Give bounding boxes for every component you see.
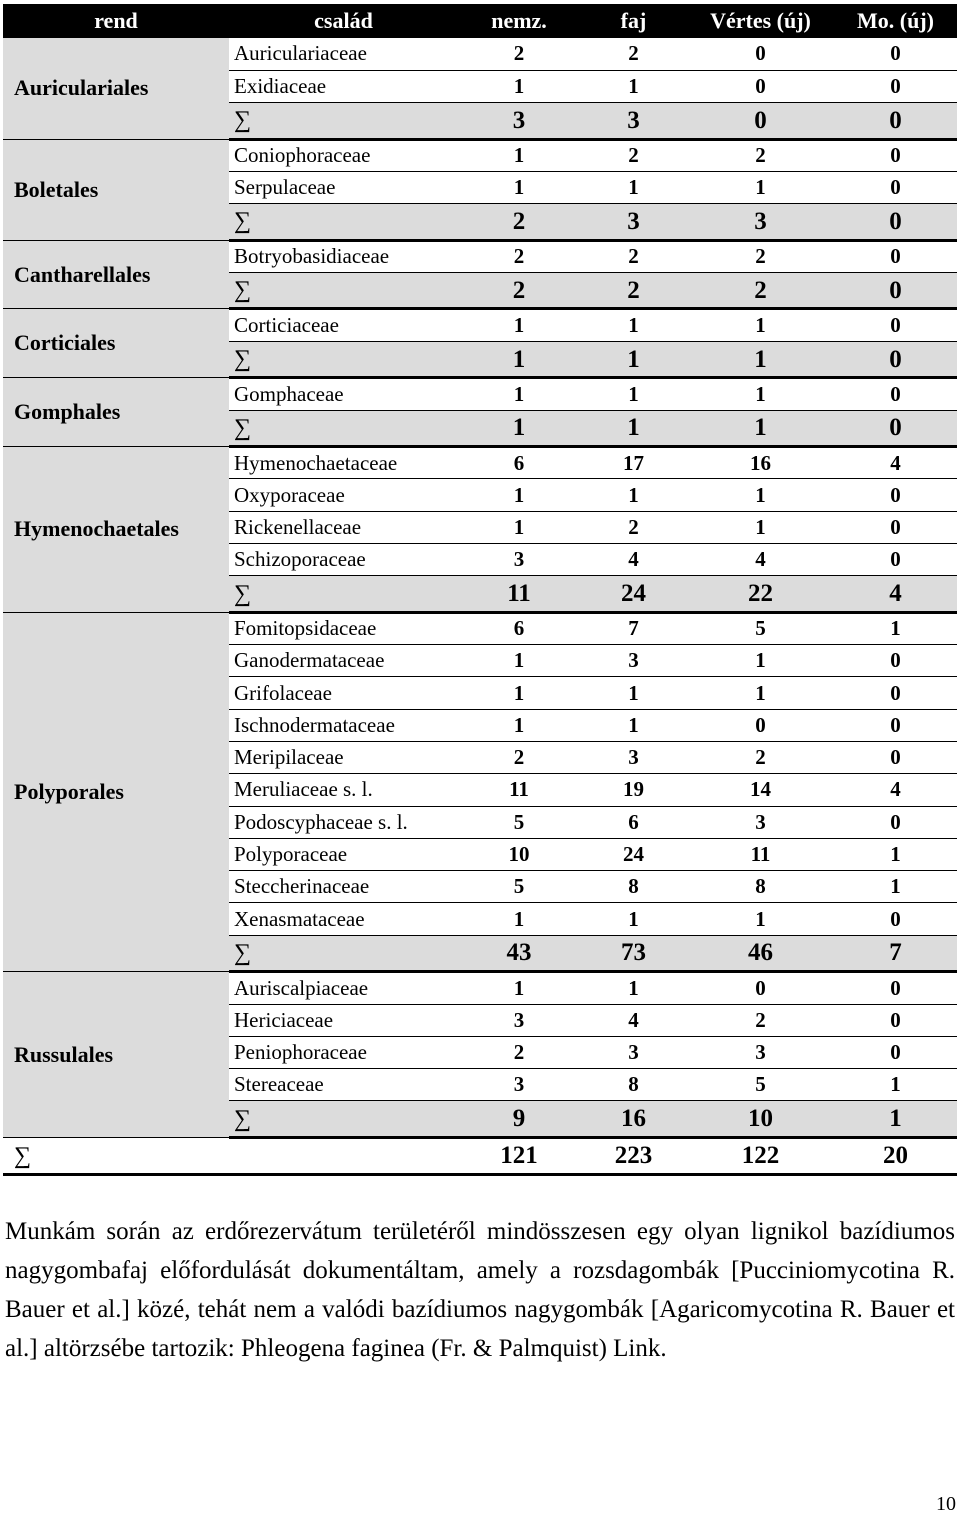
family-name-cell: Fomitopsidaceae [229, 612, 458, 644]
family-value-cell: 1 [687, 903, 834, 935]
family-value-cell: 1 [687, 479, 834, 511]
family-value-cell: 0 [834, 511, 957, 543]
subtotal-value-cell: 16 [580, 1101, 687, 1138]
family-row [3, 447, 957, 479]
sum-symbol: ∑ [229, 204, 458, 241]
total-value-cell: 121 [458, 1137, 580, 1174]
family-value-cell: 8 [687, 871, 834, 903]
family-value-cell: 0 [834, 309, 957, 341]
header-nemz: nemz. [458, 4, 580, 38]
family-row [3, 972, 957, 1004]
subtotal-value-cell: 1 [458, 341, 580, 378]
sum-symbol: ∑ [229, 103, 458, 140]
family-name-cell: Meruliaceae s. l. [229, 774, 458, 806]
family-value-cell: 1 [687, 677, 834, 709]
family-name-cell: Coniophoraceae [229, 139, 458, 171]
page-number: 10 [936, 1493, 956, 1515]
family-value-cell: 0 [834, 741, 957, 773]
family-value-cell: 2 [458, 741, 580, 773]
family-name-cell: Peniophoraceae [229, 1036, 458, 1068]
family-value-cell: 1 [834, 871, 957, 903]
family-value-cell: 5 [458, 806, 580, 838]
order-cell: Auriculariales [3, 38, 229, 139]
family-value-cell: 16 [687, 447, 834, 479]
family-value-cell: 3 [687, 806, 834, 838]
subtotal-value-cell: 3 [580, 103, 687, 140]
subtotal-value-cell: 43 [458, 935, 580, 972]
family-value-cell: 0 [834, 139, 957, 171]
family-value-cell: 1 [580, 972, 687, 1004]
family-name-cell: Meripilaceae [229, 741, 458, 773]
family-name-cell: Hericiaceae [229, 1004, 458, 1036]
family-value-cell: 0 [834, 38, 957, 70]
family-name-cell: Polyporaceae [229, 838, 458, 870]
family-value-cell: 1 [580, 677, 687, 709]
family-value-cell: 3 [458, 543, 580, 575]
family-name-cell: Botryobasidiaceae [229, 240, 458, 272]
subtotal-value-cell: 3 [687, 204, 834, 241]
family-value-cell: 11 [458, 774, 580, 806]
total-sum-symbol: ∑ [3, 1137, 458, 1174]
subtotal-value-cell: 1 [687, 341, 834, 378]
family-name-cell: Steccherinaceae [229, 871, 458, 903]
family-value-cell: 2 [687, 741, 834, 773]
family-value-cell: 1 [458, 479, 580, 511]
family-value-cell: 0 [834, 543, 957, 575]
family-row [3, 139, 957, 171]
family-name-cell: Auriscalpiaceae [229, 972, 458, 1004]
family-row [3, 378, 957, 410]
subtotal-value-cell: 46 [687, 935, 834, 972]
subtotal-value-cell: 2 [580, 272, 687, 309]
family-name-cell: Corticiaceae [229, 309, 458, 341]
family-value-cell: 0 [834, 806, 957, 838]
family-value-cell: 3 [458, 1069, 580, 1101]
subtotal-value-cell: 73 [580, 935, 687, 972]
family-value-cell: 7 [580, 612, 687, 644]
family-row [3, 38, 957, 70]
family-value-cell: 0 [834, 1036, 957, 1068]
family-value-cell: 1 [580, 70, 687, 102]
family-row [3, 309, 957, 341]
family-value-cell: 0 [834, 479, 957, 511]
subtotal-value-cell: 2 [458, 272, 580, 309]
family-value-cell: 3 [458, 1004, 580, 1036]
family-value-cell: 8 [580, 1069, 687, 1101]
family-value-cell: 6 [458, 447, 580, 479]
family-value-cell: 1 [458, 309, 580, 341]
family-value-cell: 0 [834, 1004, 957, 1036]
family-value-cell: 1 [458, 903, 580, 935]
family-name-cell: Stereaceae [229, 1069, 458, 1101]
family-value-cell: 1 [458, 139, 580, 171]
subtotal-value-cell: 0 [834, 103, 957, 140]
family-value-cell: 24 [580, 838, 687, 870]
subtotal-value-cell: 2 [687, 272, 834, 309]
family-value-cell: 0 [834, 171, 957, 203]
family-value-cell: 2 [580, 139, 687, 171]
order-cell: Russulales [3, 972, 229, 1138]
family-value-cell: 2 [687, 1004, 834, 1036]
family-value-cell: 3 [687, 1036, 834, 1068]
total-value-cell: 20 [834, 1137, 957, 1174]
family-value-cell: 0 [687, 972, 834, 1004]
subtotal-value-cell: 1 [834, 1101, 957, 1138]
subtotal-value-cell: 0 [834, 410, 957, 447]
family-value-cell: 2 [458, 1036, 580, 1068]
family-value-cell: 14 [687, 774, 834, 806]
family-value-cell: 4 [834, 447, 957, 479]
family-value-cell: 1 [687, 171, 834, 203]
order-cell: Hymenochaetales [3, 447, 229, 613]
family-value-cell: 6 [458, 612, 580, 644]
family-name-cell: Xenasmataceae [229, 903, 458, 935]
family-value-cell: 1 [687, 309, 834, 341]
family-value-cell: 1 [458, 511, 580, 543]
subtotal-value-cell: 10 [687, 1101, 834, 1138]
family-name-cell: Podoscyphaceae s. l. [229, 806, 458, 838]
family-value-cell: 4 [580, 543, 687, 575]
family-name-cell: Hymenochaetaceae [229, 447, 458, 479]
family-name-cell: Ganodermataceae [229, 645, 458, 677]
family-name-cell: Ischnodermataceae [229, 709, 458, 741]
family-value-cell: 1 [834, 1069, 957, 1101]
family-value-cell: 0 [834, 709, 957, 741]
family-value-cell: 3 [580, 645, 687, 677]
subtotal-value-cell: 22 [687, 576, 834, 613]
family-value-cell: 1 [458, 70, 580, 102]
subtotal-value-cell: 3 [580, 204, 687, 241]
family-value-cell: 11 [687, 838, 834, 870]
subtotal-value-cell: 9 [458, 1101, 580, 1138]
header-vertes: Vértes (új) [687, 4, 834, 38]
order-cell: Boletales [3, 139, 229, 240]
family-name-cell: Schizoporaceae [229, 543, 458, 575]
family-row [3, 240, 957, 272]
order-cell: Corticiales [3, 309, 229, 378]
order-cell: Cantharellales [3, 240, 229, 309]
total-row [3, 1137, 957, 1174]
subtotal-value-cell: 4 [834, 576, 957, 613]
family-value-cell: 1 [458, 677, 580, 709]
family-value-cell: 1 [458, 709, 580, 741]
family-value-cell: 2 [687, 139, 834, 171]
family-value-cell: 5 [687, 612, 834, 644]
family-value-cell: 2 [458, 240, 580, 272]
family-value-cell: 17 [580, 447, 687, 479]
sum-symbol: ∑ [229, 341, 458, 378]
family-value-cell: 5 [458, 871, 580, 903]
subtotal-value-cell: 0 [834, 272, 957, 309]
family-value-cell: 4 [580, 1004, 687, 1036]
sum-symbol: ∑ [229, 272, 458, 309]
family-value-cell: 2 [580, 38, 687, 70]
family-value-cell: 0 [834, 70, 957, 102]
family-value-cell: 1 [580, 309, 687, 341]
family-value-cell: 1 [580, 903, 687, 935]
order-cell: Gomphales [3, 378, 229, 447]
sum-symbol: ∑ [229, 1101, 458, 1138]
family-name-cell: Serpulaceae [229, 171, 458, 203]
family-value-cell: 0 [687, 70, 834, 102]
family-value-cell: 6 [580, 806, 687, 838]
family-value-cell: 1 [834, 838, 957, 870]
family-value-cell: 4 [687, 543, 834, 575]
family-value-cell: 4 [834, 774, 957, 806]
family-value-cell: 1 [580, 479, 687, 511]
family-value-cell: 2 [580, 240, 687, 272]
family-name-cell: Oxyporaceae [229, 479, 458, 511]
family-value-cell: 3 [580, 1036, 687, 1068]
subtotal-value-cell: 7 [834, 935, 957, 972]
total-value-cell: 122 [687, 1137, 834, 1174]
family-value-cell: 0 [834, 240, 957, 272]
family-value-cell: 2 [580, 511, 687, 543]
family-value-cell: 2 [687, 240, 834, 272]
subtotal-value-cell: 1 [687, 410, 834, 447]
family-value-cell: 1 [458, 171, 580, 203]
family-value-cell: 1 [458, 972, 580, 1004]
family-value-cell: 0 [834, 972, 957, 1004]
subtotal-value-cell: 1 [580, 341, 687, 378]
subtotal-value-cell: 3 [458, 103, 580, 140]
family-value-cell: 0 [834, 645, 957, 677]
family-value-cell: 1 [834, 612, 957, 644]
table-body [3, 38, 957, 1174]
header-rend: rend [3, 4, 229, 38]
family-value-cell: 1 [580, 378, 687, 410]
family-value-cell: 0 [834, 903, 957, 935]
species-table [3, 4, 957, 1176]
family-value-cell: 3 [580, 741, 687, 773]
family-value-cell: 1 [580, 171, 687, 203]
family-value-cell: 1 [458, 378, 580, 410]
sum-symbol: ∑ [229, 410, 458, 447]
header-faj: faj [580, 4, 687, 38]
sum-symbol: ∑ [229, 576, 458, 613]
family-value-cell: 1 [458, 645, 580, 677]
subtotal-value-cell: 0 [687, 103, 834, 140]
family-value-cell: 1 [687, 511, 834, 543]
family-name-cell: Auriculariaceae [229, 38, 458, 70]
family-value-cell: 8 [580, 871, 687, 903]
subtotal-value-cell: 1 [580, 410, 687, 447]
order-cell: Polyporales [3, 612, 229, 971]
family-value-cell: 0 [834, 378, 957, 410]
family-name-cell: Grifolaceae [229, 677, 458, 709]
family-value-cell: 5 [687, 1069, 834, 1101]
header-mo: Mo. (új) [834, 4, 957, 38]
total-value-cell: 223 [580, 1137, 687, 1174]
subtotal-value-cell: 24 [580, 576, 687, 613]
family-value-cell: 10 [458, 838, 580, 870]
family-value-cell: 1 [687, 378, 834, 410]
family-value-cell: 19 [580, 774, 687, 806]
family-value-cell: 0 [687, 709, 834, 741]
family-name-cell: Exidiaceae [229, 70, 458, 102]
family-value-cell: 0 [687, 38, 834, 70]
table-header-row [3, 4, 957, 38]
family-value-cell: 1 [687, 645, 834, 677]
family-value-cell: 0 [834, 677, 957, 709]
subtotal-value-cell: 11 [458, 576, 580, 613]
subtotal-value-cell: 0 [834, 204, 957, 241]
subtotal-value-cell: 2 [458, 204, 580, 241]
family-value-cell: 2 [458, 38, 580, 70]
header-csalad: család [229, 4, 458, 38]
sum-symbol: ∑ [229, 935, 458, 972]
subtotal-value-cell: 1 [458, 410, 580, 447]
body-paragraph: Munkám során az erdőrezervátum területéről mindösszesen egy olyan lignikol bazídiumos nagygombafaj előfordulását dokumentáltam, amely a rozsdagombák [Pucciniomycotina R. Bauer et al.] közé, tehát nem a valódi bazídiumos nagygombák [Agaricomycotina R. Bauer et al.] altörzsébe tartozik: Phleogena faginea (Fr. & Palmquist) Link. [5, 1218, 955, 1362]
family-name-cell: Gomphaceae [229, 378, 458, 410]
family-row [3, 612, 957, 644]
family-value-cell: 1 [580, 709, 687, 741]
subtotal-value-cell: 0 [834, 341, 957, 378]
family-name-cell: Rickenellaceae [229, 511, 458, 543]
